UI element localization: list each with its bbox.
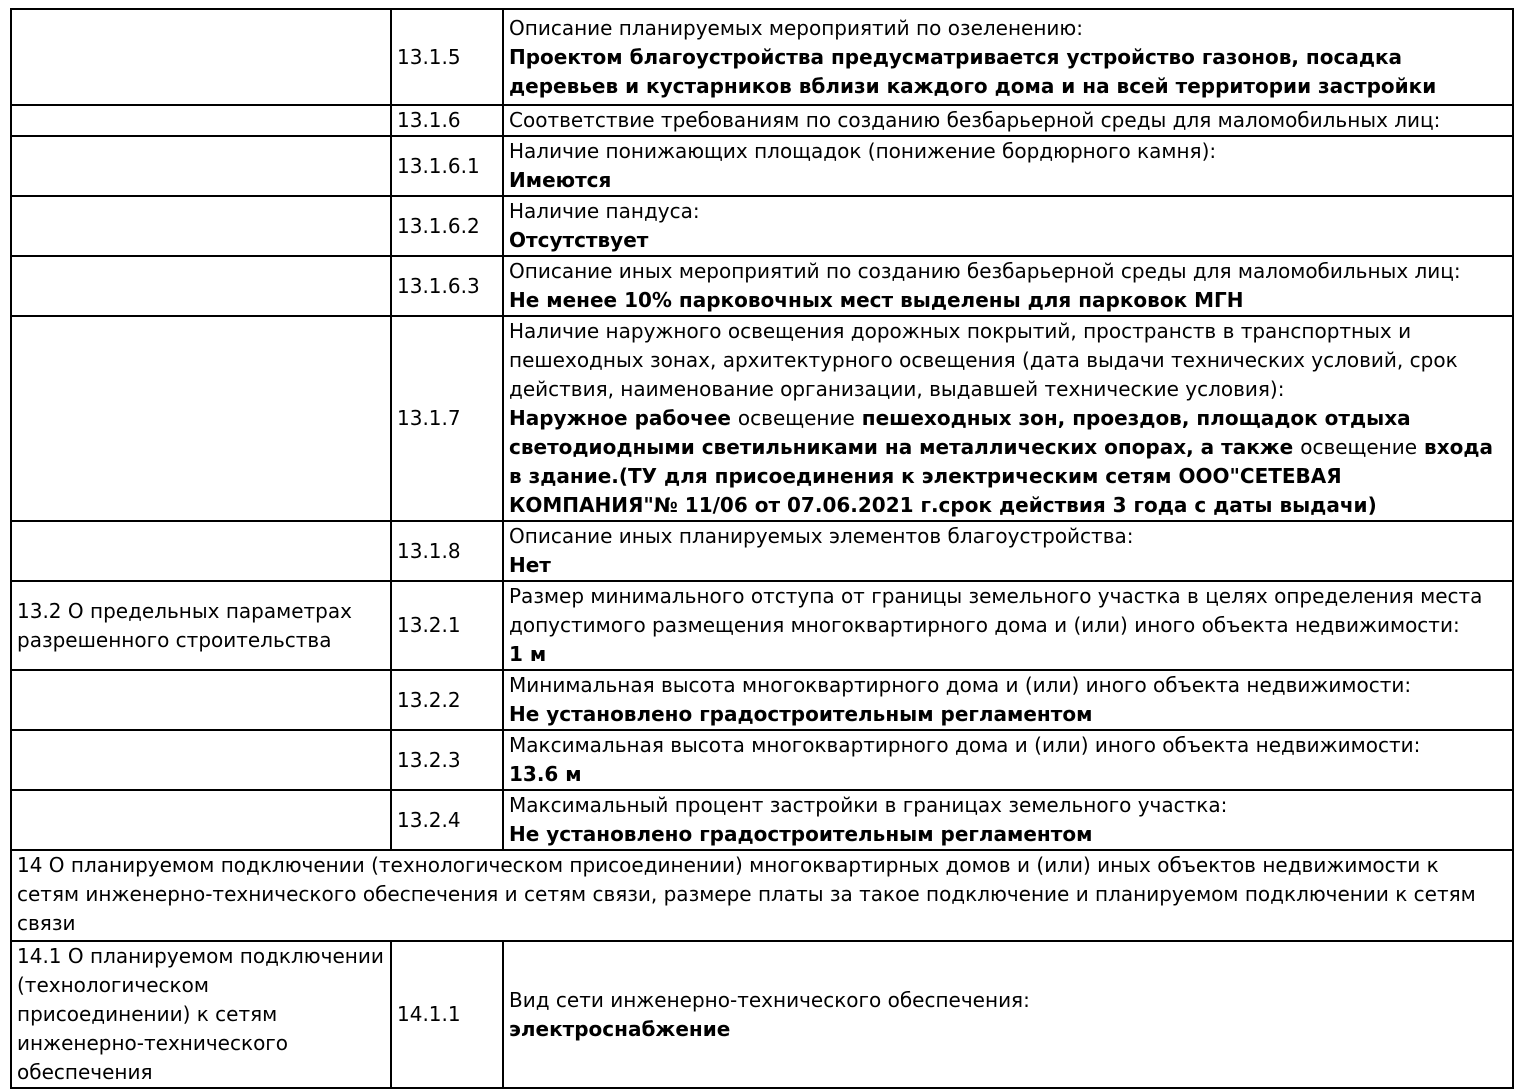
answer-span-regular: освещение xyxy=(1300,435,1418,459)
item-content-cell xyxy=(503,136,1513,196)
table-row xyxy=(11,196,1513,256)
answer-span-bold: входа в здание.(ТУ для присоединения к электрическим сетям ООО"СЕТЕВАЯ КОМПАНИЯ"№ 11/06 от 07.06.2021 г.срок действия 3 года с даты выдачи) xyxy=(509,435,1493,517)
table-row xyxy=(11,730,1513,790)
table-row xyxy=(11,256,1513,316)
item-question-text: Описание иных планируемых элементов благоустройства: xyxy=(509,524,1134,548)
item-number-cell: 13.1.8 xyxy=(391,521,503,581)
item-content-cell xyxy=(503,521,1513,581)
item-answer-text: 1 м xyxy=(509,642,547,666)
item-content-cell xyxy=(503,316,1513,521)
item-content-cell xyxy=(503,581,1513,670)
item-answer-text: Не менее 10% парковочных мест выделены для парковок МГН xyxy=(509,288,1244,312)
section-label-cell xyxy=(11,9,391,105)
section-label-cell xyxy=(11,105,391,136)
section-label-cell: 13.2 О предельных параметрах разрешенного строительства xyxy=(11,581,391,670)
item-question-text: Минимальная высота многоквартирного дома и (или) иного объекта недвижимости: xyxy=(509,673,1412,697)
item-question-text: Наличие понижающих площадок (понижение бордюрного камня): xyxy=(509,139,1217,163)
item-answer-text: 13.6 м xyxy=(509,762,582,786)
table-row xyxy=(11,790,1513,850)
section-label-cell xyxy=(11,670,391,730)
item-answer-text: Проектом благоустройства предусматривается устройство газонов, посадка деревьев и кустарников вблизи каждого дома и на всей территории застройки xyxy=(509,44,1437,98)
section-label-cell: 14.1 О планируемом подключении (технологическом присоединении) к сетям инженерно-технического обеспечения xyxy=(11,941,391,1088)
section-label-cell xyxy=(11,316,391,521)
item-content-cell xyxy=(503,196,1513,256)
section-label-cell xyxy=(11,256,391,316)
item-content-cell xyxy=(503,105,1513,136)
item-number-cell: 13.1.6.3 xyxy=(391,256,503,316)
item-number-cell: 13.1.7 xyxy=(391,316,503,521)
item-question-text: Максимальный процент застройки в границах земельного участка: xyxy=(509,793,1228,817)
item-content-cell xyxy=(503,790,1513,850)
table-row xyxy=(11,105,1513,136)
item-number-cell: 13.2.3 xyxy=(391,730,503,790)
section-header-text: 14 О планируемом подключении (технологическом присоединении) многоквартирных домов и (или) иных объектов недвижимости к сетям инженерно-технического обеспечения и сетям связи, размере платы за такое подключение и планируемом подключении к сетям связи xyxy=(11,850,1513,941)
item-number-cell: 13.1.5 xyxy=(391,9,503,105)
item-number-cell: 13.2.2 xyxy=(391,670,503,730)
item-number-cell: 13.2.4 xyxy=(391,790,503,850)
item-answer-text: Не установлено градостроительным регламентом xyxy=(509,702,1093,726)
item-number-cell: 13.1.6.2 xyxy=(391,196,503,256)
table-row xyxy=(11,136,1513,196)
section-label-cell xyxy=(11,136,391,196)
declaration-table xyxy=(10,8,1514,1089)
item-answer-text: Не установлено градостроительным регламентом xyxy=(509,822,1093,846)
item-question-text: Вид сети инженерно-технического обеспечения: xyxy=(509,987,1030,1012)
item-question-text: Описание планируемых мероприятий по озеленению: xyxy=(509,15,1083,40)
item-question-text: Описание иных мероприятий по созданию безбарьерной среды для маломобильных лиц: xyxy=(509,259,1461,283)
section-label-cell xyxy=(11,196,391,256)
item-answer-text: Нет xyxy=(509,553,551,577)
item-content-cell xyxy=(503,9,1513,105)
section-label-cell xyxy=(11,790,391,850)
answer-span-regular: освещение xyxy=(737,406,855,430)
item-answer-text xyxy=(509,404,1507,520)
item-number-cell: 13.1.6.1 xyxy=(391,136,503,196)
item-number-cell: 13.1.6 xyxy=(391,105,503,136)
item-question-text: Размер минимального отступа от границы земельного участка в целях определения места допустимого размещения многоквартирного дома и (или) иного объекта недвижимости: xyxy=(509,584,1483,637)
table-row xyxy=(11,941,1513,1088)
section-header-row xyxy=(11,850,1513,941)
item-question-text: Соответствие требованиям по созданию безбарьерной среды для маломобильных лиц: xyxy=(509,108,1441,132)
item-content-cell xyxy=(503,941,1513,1088)
table-row xyxy=(11,316,1513,521)
section-label-cell xyxy=(11,730,391,790)
table-row xyxy=(11,9,1513,105)
section-label-cell xyxy=(11,521,391,581)
table-row xyxy=(11,670,1513,730)
item-question-text: Наличие наружного освещения дорожных покрытий, пространств в транспортных и пешеходных зонах, архитектурного освещения (дата выдачи технических условий, срок действия, наименование организации, выдавшей технические условия): xyxy=(509,319,1458,401)
item-number-cell: 14.1.1 xyxy=(391,941,503,1088)
declaration-table-body xyxy=(11,9,1513,1088)
answer-span-bold: пешеходных зон, проездов, площадок отдыха светодиодными светильниками на металлических опорах, а также xyxy=(509,406,1411,459)
item-answer-text: Имеются xyxy=(509,168,612,192)
item-number-cell: 13.2.1 xyxy=(391,581,503,670)
item-answer-text: Отсутствует xyxy=(509,228,649,252)
item-question-text: Максимальная высота многоквартирного дома и (или) иного объекта недвижимости: xyxy=(509,733,1421,757)
table-row xyxy=(11,581,1513,670)
answer-span-bold: Наружное рабочее xyxy=(509,406,738,430)
item-content-cell xyxy=(503,670,1513,730)
item-content-cell xyxy=(503,730,1513,790)
table-row xyxy=(11,521,1513,581)
item-question-text: Наличие пандуса: xyxy=(509,199,700,223)
item-content-cell xyxy=(503,256,1513,316)
item-answer-text: электроснабжение xyxy=(509,1016,731,1041)
